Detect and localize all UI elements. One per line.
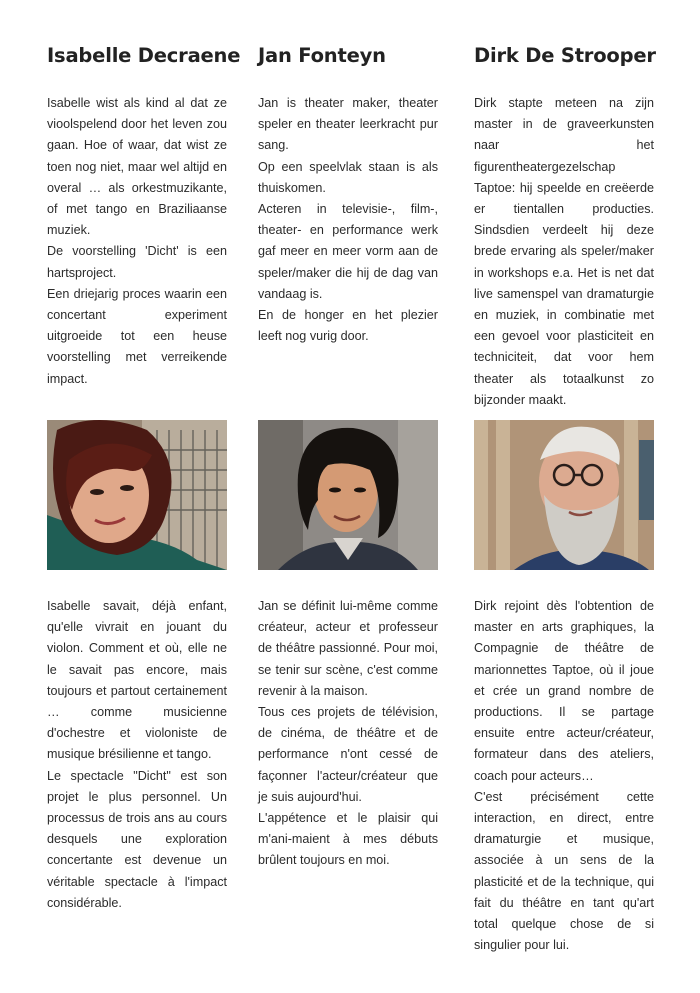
bio-dutch	[474, 93, 654, 411]
bio-paragraph: L'appétence et le plaisir qui m'ani-maient à mes débuts brûlent toujours en moi.	[258, 811, 438, 868]
bio-paragraph: Op een speelvlak staan is als thuiskomen.	[258, 159, 438, 195]
bio-french	[47, 596, 227, 914]
portrait-illustration	[47, 420, 227, 570]
portrait-photo	[474, 420, 654, 570]
portrait-photo	[47, 420, 227, 570]
bio-paragraph: De voorstelling 'Dicht' is een hartsproject.	[47, 244, 227, 280]
bio-paragraph: Le spectacle "Dicht" est son projet le plus personnel. Un processus de trois ans au cours desquels une exploration concertante est devenue un véritable spectacle à l'impact considérable.	[47, 768, 227, 910]
bio-paragraph: Isabelle savait, déjà enfant, qu'elle vivrait en jouant du violon. Comment et où, elle ne le savait pas encore, mais toujours et partout certainement … comme musicienne d'ochestre et violoniste de musique brésilienne et tango.	[47, 599, 227, 762]
bio-paragraph: Isabelle wist als kind al dat ze vioolspelend door het leven zou gaan. Hoe of waar, dat wist ze toen nog niet, maar wel altijd en overal … als orkestmuzikante, of met tango en Braziliaanse muziek.	[47, 96, 227, 238]
bio-paragraph: Tous ces projets de télévision, de cinéma, de théâtre et de performance n'ont cessé de façonner l'acteur/créateur que je suis aujourd'hui.	[258, 705, 438, 804]
portrait-photo	[258, 420, 438, 570]
bio-paragraph: C'est précisément cette interaction, en direct, entre dramaturgie et musique, associée à un sens de la plasticité et de la technique, qui fait du théâtre en tant qu'art total quelque chose de si singulier pour lui.	[474, 789, 654, 953]
bio-french	[258, 596, 438, 872]
bio-paragraph: Dirk stapte meteen na zijn master in de graveerkunsten naar het figurentheatergezelschap Taptoe: hij speelde en creëerde er tientallen producties. Sindsdien verdeelt hij deze brede ervaring als speler/maker in workshops e.a. Het is net dat live samenspel van dramaturgie en muziek, in combinatie met een gevoel voor plasticiteit en techniciteit, dat voor hem theater als totaalkunst zo bijzonder maakt.	[474, 96, 654, 407]
bio-paragraph: Een driejarig proces waarin een concertant experiment uitgroeide tot een heuse voorstelling met verreikende impact.	[47, 286, 227, 386]
person-name: Dirk De Strooper	[474, 44, 656, 67]
bio-dutch	[47, 93, 227, 390]
portrait-illustration	[258, 420, 438, 570]
person-name: Jan Fonteyn	[258, 44, 386, 67]
portrait-illustration	[474, 420, 654, 570]
person-name: Isabelle Decraene	[47, 44, 241, 67]
bio-paragraph: En de honger en het plezier leeft nog vurig door.	[258, 308, 438, 344]
bio-paragraph: Jan is theater maker, theater speler en theater leerkracht pur sang.	[258, 96, 438, 153]
bio-paragraph: Acteren in televisie-, film-, theater- en performance werk gaf meer en meer vorm aan de speler/maker die hij de dag van vandaag is.	[258, 202, 438, 301]
bio-dutch	[258, 93, 438, 347]
bio-paragraph: Jan se définit lui-même comme créateur, acteur et professeur de théâtre passionné. Pour moi, se tenir sur scène, c'est comme revenir à la maison.	[258, 599, 438, 698]
bio-paragraph: Dirk rejoint dès l'obtention de master en arts graphiques, la Compagnie de théâtre de marionnettes Taptoe, où il joue et crée un grand nombre de productions. Il se partage ensuite entre acteur/créateur, formateur dans des ateliers, coach pour acteurs…	[474, 599, 654, 783]
bio-french	[474, 596, 654, 956]
